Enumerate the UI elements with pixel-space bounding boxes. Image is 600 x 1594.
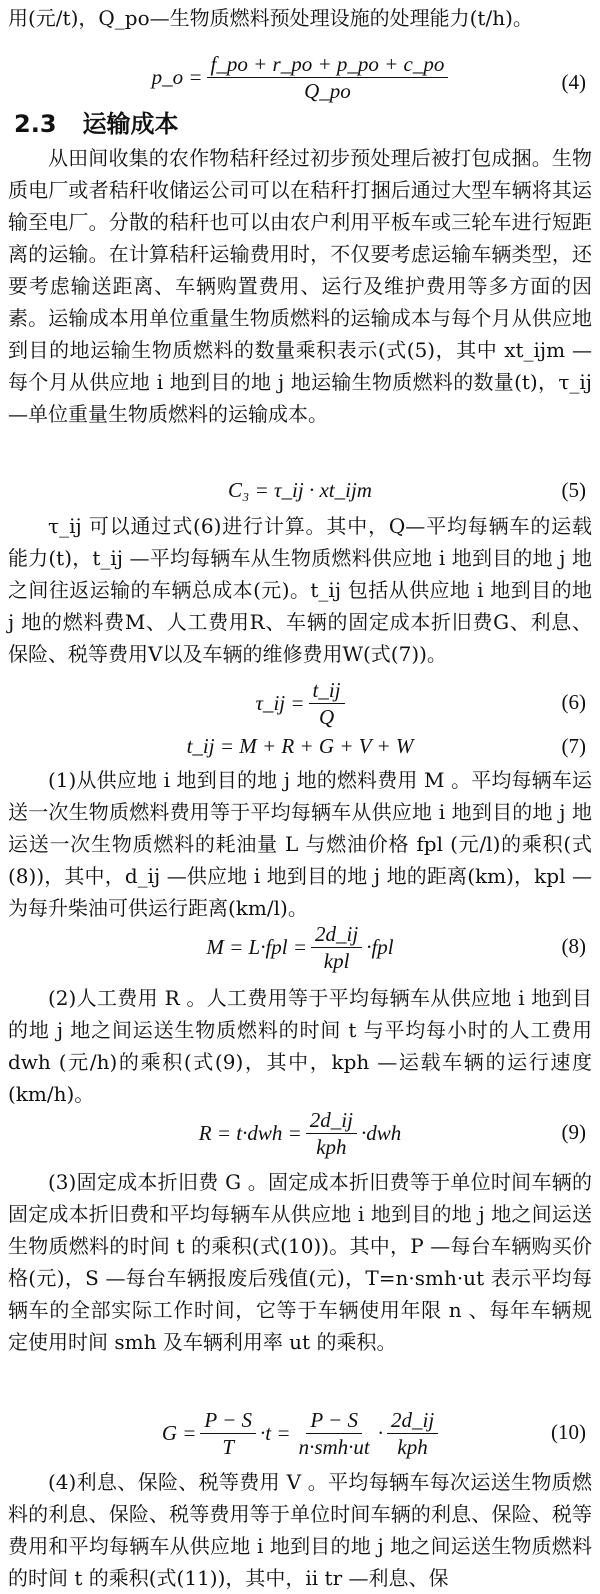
eq4-denominator: Q_po [304,79,351,103]
eq10-numerator-2: P − S [306,1408,362,1434]
eq9-lhs: R = t·dwh = [198,1121,302,1145]
equation-5 [0,478,600,502]
paragraph-interest-insurance: (4)利息、保险、税等费用 V 。平均每辆车每次运送生物质燃料的利息、保险、税等费用等于单位时间车辆的利息、保险、税等费用和平均每辆车从供应地 i 地到目的地 j 地之间运送生物质燃料的时间 t 的乘积(式(11))，其中，ii tr —利息、保 [8,1470,592,1590]
eq10-numerator-3: 2d_ij [387,1408,438,1434]
eq9-fraction [306,1108,357,1159]
equation-7 [0,734,600,758]
eq6-denominator: Q [318,705,335,729]
eq6-lhs: τ_ij = [255,691,305,715]
eq10-middle: ·t = [260,1421,291,1445]
equation-9 [0,1108,600,1159]
equation-10 [0,1408,600,1459]
eq7-expression: t_ij = M + R + G + V + W [186,734,414,758]
eq9-numerator: 2d_ij [306,1108,357,1134]
eq10-denominator-3: kph [397,1435,428,1459]
paragraph-labor-cost: (2)人工费用 R 。人工费用等于平均每辆车从供应地 i 地到目的地 j 地之间运送生物质燃料的时间 t 与平均每小时的人工费用 dwh (元/h)的乘积(式(9)，其中，kph —运载车辆的运行速度(km/h)。 [8,986,592,1106]
eq8-fraction [311,922,362,973]
section-title: 运输成本 [82,110,179,138]
paragraph-transport-intro: 从田间收集的农作物秸秆经过初步预处理后被打包成捆。生物质电厂或者秸秆收储运公司可以在秸秆打捆后通过大型车辆将其运输至电厂。分散的秸秆也可以由农户利用平板车或三轮车进行短距离的运输。在计算秸秆运输费用时，不仅要考虑运输车辆类型，还要考虑输送距离、车辆购置费用、运行及维护费用等多方面的因素。运输成本用单位重量生物质燃料的运输成本与每个月从供应地到目的地运输生物质燃料的数量乘积表示(式(5)，其中 xt_ijm —每个月从供应地 i 地到目的地 j 地运输生物质燃料的数量(t)，τ_ij —单位重量生物质燃料的运输成本。 [8,146,592,426]
eq5-number: (5) [561,478,586,502]
eq8-number: (8) [561,934,586,958]
eq8-lhs: M = L·fpl = [206,935,308,959]
eq5-expression: C₃ = τ_ij · xt_ijm [228,478,372,502]
eq4-lhs: p_o = [151,65,203,89]
paragraph-depreciation-cost: (3)固定成本折旧费 G 。固定成本折旧费等于单位时间车辆的固定成本折旧费和平均每辆车从供应地 i 地到目的地 j 地之间运送生物质燃料的时间 t 的乘积(式(10))。其中，P —每台车辆购买价格(元)，S —每台车辆报废后残值(元)，T=n·smh·ut 表示平均每辆车的全部实际工作时间，它等于车辆使用年限 n 、每年车辆规定使用时间 smh 及车辆利用率 ut 的乘积。 [8,1170,592,1354]
eq9-denominator: kph [316,1135,347,1159]
section-number: 2.3 [14,110,57,138]
eq10-lhs: G = [161,1421,197,1445]
eq4-fraction [207,52,449,103]
eq10-numerator-1: P − S [200,1408,256,1434]
paragraph-fuel-cost: (1)从供应地 i 地到目的地 j 地的燃料费用 M 。平均每辆车运送一次生物质燃料费用等于平均每辆车从供应地 i 地到目的地 j 地运送一次生物质燃料的耗油量 L 与燃油价格 fpl (元/l)的乘积(式(8))，其中，d_ij —供应地 i 地到目的地 j 地的距离(km)，kpl —为每升柴油可供运行距离(km/l)。 [8,768,592,920]
eq4-numerator: f_po + r_po + p_po + c_po [207,52,449,78]
eq4-number: (4) [561,70,586,94]
eq8-tail: ·fpl [366,935,394,959]
eq10-denominator-1: T [222,1435,235,1459]
section-heading [14,108,179,140]
eq10-fraction-2 [295,1408,374,1459]
equation-8 [0,922,600,973]
eq6-number: (6) [561,690,586,714]
eq8-numerator: 2d_ij [311,922,362,948]
paragraph-tau-definition: τ_ij 可以通过式(6)进行计算。其中，Q—平均每辆车的运载能力(t)，t_ij —平均每辆车从生物质燃料供应地 i 地到目的地 j 地之间往返运输的车辆总成本(元)。t_ij 包括从供应地 i 地到目的地 j 地的燃料费M、人工费用R、车辆的固定成本折旧费G、利息、保险、税等费用V以及车辆的维修费用W(式(7))。 [8,514,592,666]
equation-6 [0,678,600,729]
equation-4 [0,52,600,103]
eq10-denominator-2: n·smh·ut [298,1435,370,1459]
eq10-dot: · [377,1421,383,1445]
eq6-fraction [309,678,345,729]
eq10-fraction-3 [387,1408,438,1459]
eq6-numerator: t_ij [309,678,345,704]
eq9-number: (9) [561,1120,586,1144]
paragraph-preprocessing-tail: 用(元/t)，Q_po—生物质燃料预处理设施的处理能力(t/h)。 [8,6,533,30]
eq10-fraction-1 [200,1408,256,1459]
eq9-tail: ·dwh [360,1121,402,1145]
eq7-number: (7) [561,734,586,758]
eq10-number: (10) [551,1420,586,1444]
eq8-denominator: kpl [323,949,350,973]
